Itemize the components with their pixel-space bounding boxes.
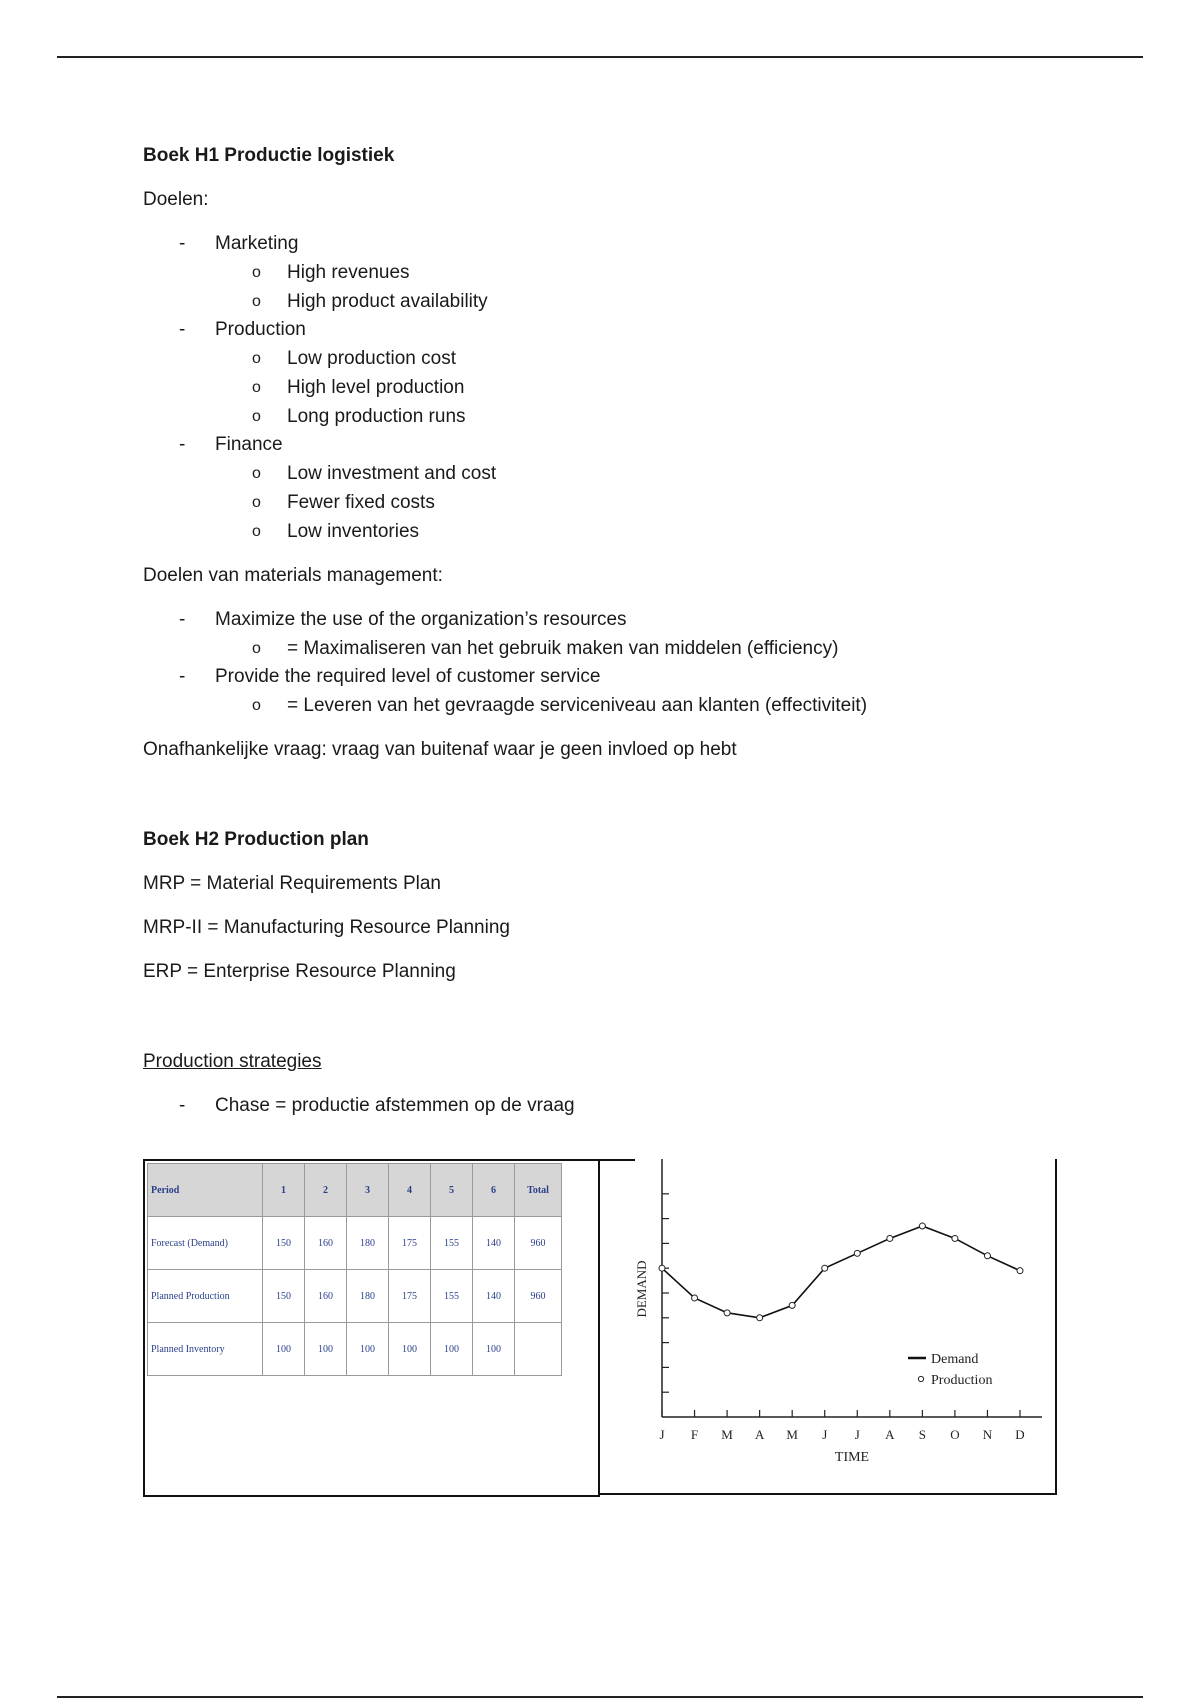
x-tick-label: M (721, 1427, 733, 1442)
circle-bullet: o (252, 408, 261, 425)
x-tick-label: J (659, 1427, 665, 1442)
table-cell: 180 (347, 1217, 389, 1270)
y-axis-label: DEMAND (634, 1260, 649, 1318)
table-row (148, 1323, 562, 1376)
legend-production-label: Production (931, 1373, 993, 1388)
strategy-item (143, 1092, 1063, 1120)
circle-bullet: o (252, 523, 261, 540)
production-point (757, 1315, 763, 1321)
table-cell: Planned Production (148, 1270, 263, 1323)
dash-bullet: - (179, 233, 186, 254)
production-point (887, 1235, 893, 1241)
definition-erp: ERP = Enterprise Resource Planning (143, 961, 456, 982)
strategy-text: Chase = productie afstemmen op de vraag (215, 1095, 575, 1116)
dash-bullet: - (179, 1095, 186, 1116)
x-tick-label: D (1015, 1427, 1025, 1442)
dash-bullet: - (179, 319, 186, 340)
goal-subitem (143, 488, 1063, 517)
table-header-cell: Total (515, 1164, 562, 1217)
table-header-cell: 4 (389, 1164, 431, 1217)
goal-subitem (143, 373, 1063, 402)
table-header-cell: Period (148, 1164, 263, 1217)
legend-demand-label: Demand (931, 1352, 979, 1367)
production-point (1017, 1268, 1023, 1274)
goal-subitem-text: High level production (287, 377, 465, 398)
figure-chart-cell (600, 1159, 1057, 1495)
table-cell: 150 (263, 1217, 305, 1270)
production-point (789, 1302, 795, 1308)
mm-item (143, 606, 1063, 663)
document-body (143, 142, 1063, 1120)
goals-label: Doelen: (143, 189, 209, 210)
table-row (148, 1217, 562, 1270)
x-tick-label: N (982, 1427, 993, 1442)
chart-legend (908, 1352, 992, 1388)
goal-label: Finance (215, 434, 283, 455)
goal-label: Production (215, 319, 306, 340)
demand-line (662, 1226, 1020, 1318)
table-header-cell: 3 (347, 1164, 389, 1217)
x-tick-label: M (786, 1427, 798, 1442)
x-tick-label: J (822, 1427, 828, 1442)
header-rule (57, 56, 1143, 58)
x-axis-label: TIME (834, 1450, 870, 1465)
goal-subitem-text: Fewer fixed costs (287, 492, 435, 513)
production-point (919, 1223, 925, 1229)
circle-bullet: o (252, 465, 261, 482)
x-tick-label: A (754, 1427, 765, 1442)
legend-production-swatch (918, 1376, 923, 1381)
table-header-cell: 5 (431, 1164, 473, 1217)
goal-subitem (143, 517, 1063, 546)
table-cell: 100 (389, 1323, 431, 1376)
production-point (659, 1265, 665, 1271)
goal-item-production (143, 316, 1063, 431)
table-cell: 100 (347, 1323, 389, 1376)
table-row (148, 1270, 562, 1323)
table-cell: 100 (473, 1323, 515, 1376)
production-point (724, 1310, 730, 1316)
table-cell: 100 (431, 1323, 473, 1376)
table-cell: 140 (473, 1217, 515, 1270)
table-cell: 160 (305, 1270, 347, 1323)
production-point (692, 1295, 698, 1301)
goal-item-finance (143, 431, 1063, 546)
goal-subitem-text: Long production runs (287, 406, 466, 427)
goal-subitem (143, 287, 1063, 316)
mm-subitem-text: = Leveren van het gevraagde serviceniveau aan klanten (effectiviteit) (287, 695, 868, 716)
goal-subitem (143, 459, 1063, 488)
goal-subitem-text: High revenues (287, 262, 410, 283)
strategies-heading: Production strategies (143, 1051, 322, 1072)
strategies-list (143, 1092, 1063, 1120)
table-cell: 100 (305, 1323, 347, 1376)
dash-bullet: - (179, 434, 186, 455)
x-tick-label: S (918, 1427, 926, 1442)
table-header-cell: 6 (473, 1164, 515, 1217)
goal-label: Marketing (215, 233, 299, 254)
materials-management-label: Doelen van materials management: (143, 565, 443, 586)
dash-bullet: - (179, 609, 186, 630)
mm-item-label: Maximize the use of the organization’s resources (215, 609, 627, 630)
table-cell: Forecast (Demand) (148, 1217, 263, 1270)
demand-chart (600, 1159, 1055, 1493)
goal-subitem-text: Low investment and cost (287, 463, 497, 484)
x-tick-label: F (690, 1427, 699, 1442)
goal-subitem (143, 344, 1063, 373)
table-cell: 960 (515, 1217, 562, 1270)
table-cell: 175 (389, 1270, 431, 1323)
figure-table-cell (143, 1159, 600, 1497)
table-cell: 100 (263, 1323, 305, 1376)
table-cell: 175 (389, 1217, 431, 1270)
table-header-cell: 1 (263, 1164, 305, 1217)
production-point (822, 1265, 828, 1271)
goal-subitem (143, 258, 1063, 287)
table-cell: Planned Inventory (148, 1323, 263, 1376)
footer-rule (57, 1696, 1143, 1698)
table-header-row (148, 1164, 562, 1217)
goal-subitem-text: Low production cost (287, 348, 456, 369)
goal-subitem-text: Low inventories (287, 521, 420, 542)
table-cell: 140 (473, 1270, 515, 1323)
production-point (984, 1253, 990, 1259)
section1-heading: Boek H1 Productie logistiek (143, 145, 395, 166)
table-cell (515, 1323, 562, 1376)
x-tick-label: J (854, 1427, 860, 1442)
mm-subitem-text: = Maximaliseren van het gebruik maken van middelen (efficiency) (287, 638, 839, 659)
goal-subitem-text: High product availability (287, 291, 488, 312)
goal-subitem (143, 402, 1063, 431)
x-tick-label: A (885, 1427, 895, 1442)
mm-subitem (143, 634, 1063, 663)
goals-list (143, 230, 1063, 546)
circle-bullet: o (252, 264, 261, 281)
mm-subitem (143, 691, 1063, 720)
goal-item-marketing (143, 230, 1063, 316)
definition-mrp: MRP = Material Requirements Plan (143, 873, 441, 894)
dash-bullet: - (179, 666, 186, 687)
materials-management-list (143, 606, 1063, 720)
production-point (854, 1250, 860, 1256)
independent-demand-text: Onafhankelijke vraag: vraag van buitenaf waar je geen invloed op hebt (143, 739, 737, 760)
x-tick-label: O (950, 1427, 960, 1442)
production-point (952, 1235, 958, 1241)
table-cell: 155 (431, 1270, 473, 1323)
production-plan-table (147, 1163, 562, 1376)
mm-item-label: Provide the required level of customer service (215, 666, 601, 687)
table-cell: 960 (515, 1270, 562, 1323)
chase-strategy-figure (143, 1159, 1057, 1495)
circle-bullet: o (252, 379, 261, 396)
circle-bullet: o (252, 350, 261, 367)
circle-bullet: o (252, 640, 261, 657)
table-cell: 160 (305, 1217, 347, 1270)
circle-bullet: o (252, 293, 261, 310)
table-cell: 155 (431, 1217, 473, 1270)
section2-heading: Boek H2 Production plan (143, 829, 369, 850)
table-cell: 180 (347, 1270, 389, 1323)
definition-mrp2: MRP-II = Manufacturing Resource Planning (143, 917, 510, 938)
circle-bullet: o (252, 494, 261, 511)
circle-bullet: o (252, 697, 261, 714)
table-cell: 150 (263, 1270, 305, 1323)
table-header-cell: 2 (305, 1164, 347, 1217)
mm-item (143, 663, 1063, 720)
